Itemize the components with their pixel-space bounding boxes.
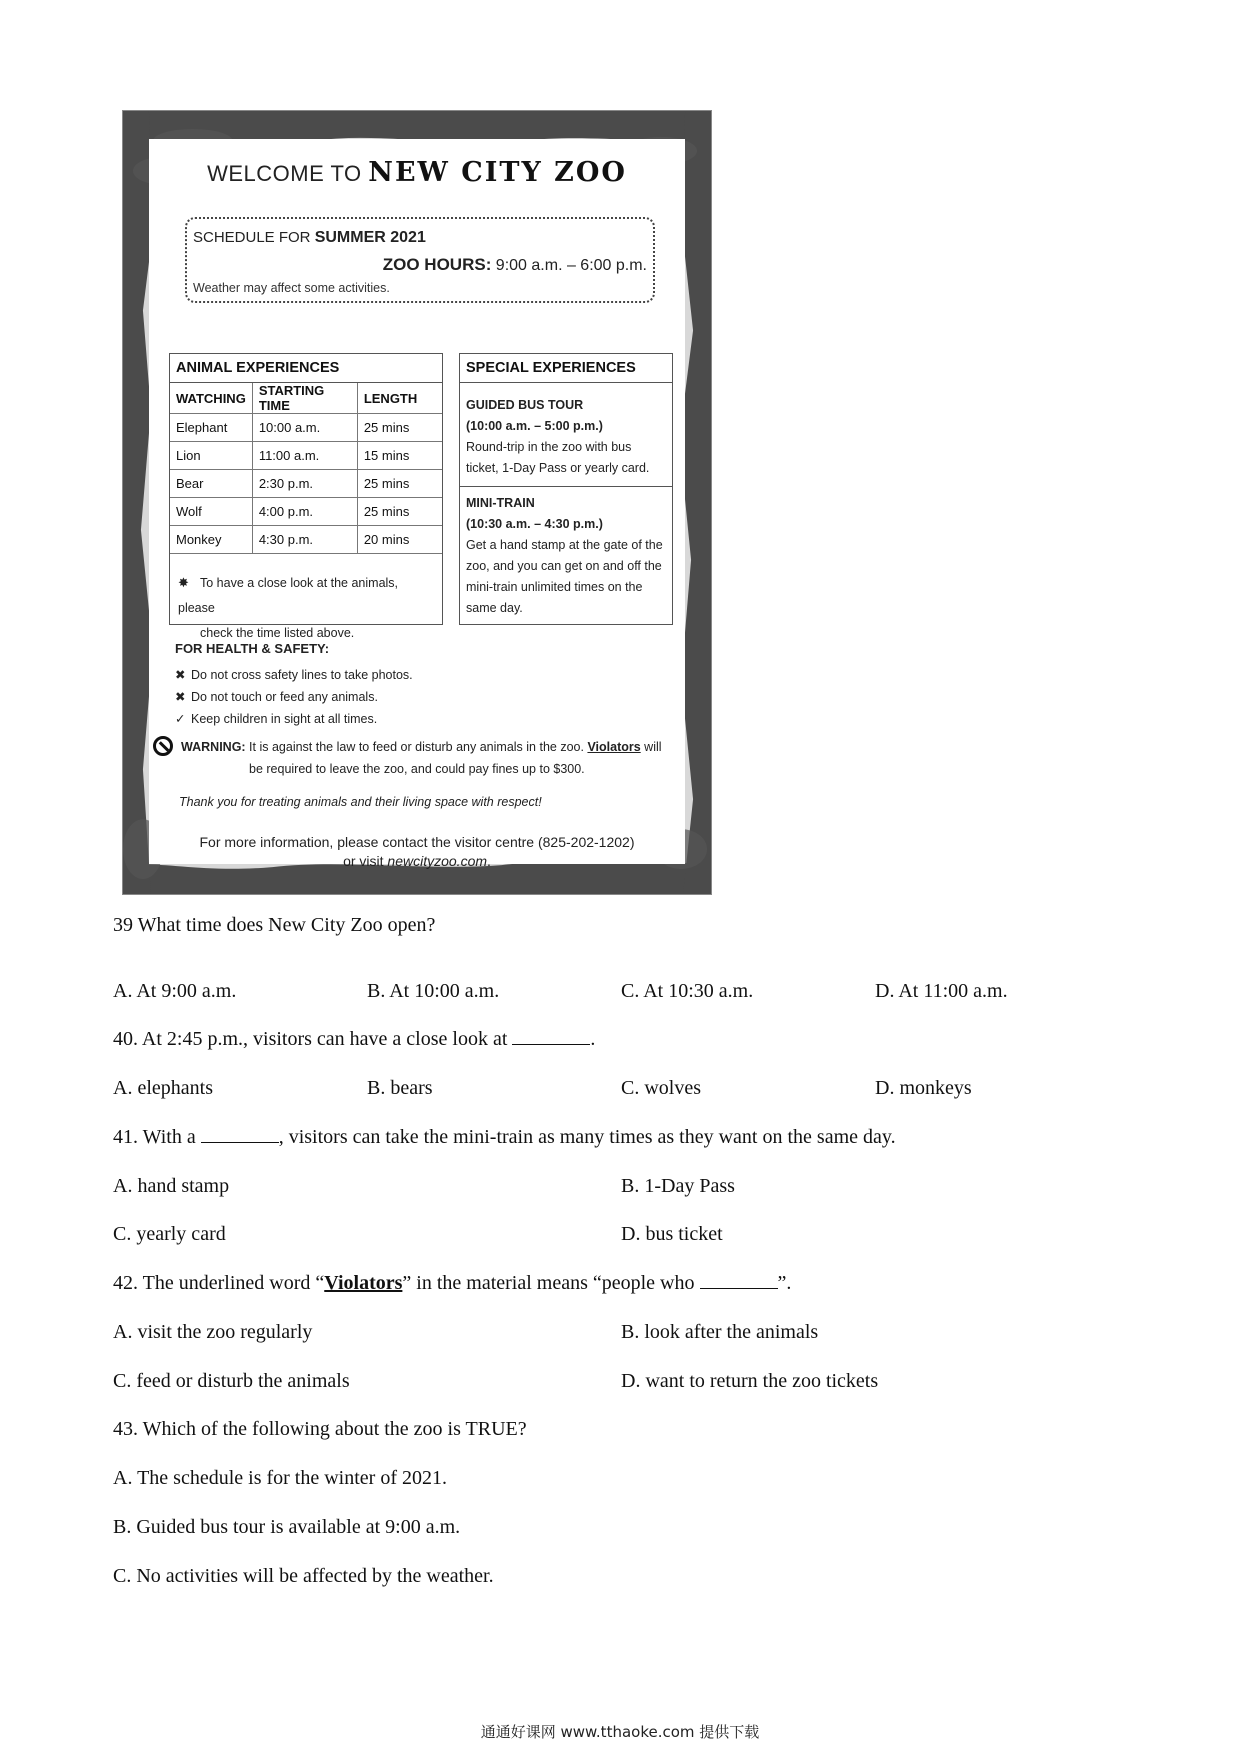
thank-you-note: Thank you for treating animals and their living space with respect! (179, 795, 542, 809)
health-safety-title: FOR HEALTH & SAFETY: (175, 641, 330, 656)
list-item (175, 708, 413, 730)
warning-text: It is against the law to feed or disturb any animals in the zoo. (245, 740, 588, 754)
length: 20 mins (357, 526, 442, 554)
guided-bus-tour-section (460, 383, 672, 487)
poster-title (149, 157, 685, 188)
option-39-c: C. At 10:30 a.m. (621, 980, 754, 1002)
animal-name: Elephant (170, 414, 252, 442)
col-length: LENGTH (357, 383, 442, 414)
mini-train-section (460, 487, 672, 623)
start-time: 2:30 p.m. (252, 470, 357, 498)
option-43-c: C. No activities will be affected by the weather. (113, 1565, 494, 1587)
table-row (170, 414, 442, 442)
start-time: 4:00 p.m. (252, 498, 357, 526)
length: 25 mins (357, 470, 442, 498)
question-43: 43. Which of the following about the zoo is TRUE? (113, 1418, 527, 1440)
rule-text: Do not touch or feed any animals. (191, 690, 378, 704)
option-40-b: B. bears (367, 1077, 433, 1099)
animal-name: Lion (170, 442, 252, 470)
contact-line2 (149, 852, 685, 871)
option-43-a: A. The schedule is for the winter of 2021. (113, 1467, 447, 1489)
length: 25 mins (357, 498, 442, 526)
website-link: newcityzoo.com (387, 853, 488, 869)
zoo-poster (122, 110, 712, 895)
schedule-for-label: SCHEDULE FOR (193, 229, 315, 246)
contact-line1: For more information, please contact the visitor centre (825-202-1202) (199, 834, 635, 850)
option-42-d: D. want to return the zoo tickets (621, 1370, 879, 1392)
health-safety-section (175, 641, 413, 730)
start-time: 11:00 a.m. (252, 442, 357, 470)
schedule-season-line (193, 229, 426, 247)
option-41-a: A. hand stamp (113, 1175, 230, 1197)
weather-note: Weather may affect some activities. (193, 281, 390, 295)
poster-content (149, 139, 685, 869)
question-42 (113, 1272, 791, 1295)
contact-info (149, 833, 685, 871)
question-40-end: . (590, 1028, 596, 1050)
option-41-c: C. yearly card (113, 1223, 226, 1245)
mini-train-time: (10:30 a.m. – 4:30 p.m.) (466, 517, 603, 531)
mini-train-title: MINI-TRAIN (466, 496, 535, 510)
animal-name: Bear (170, 470, 252, 498)
rule-text: Keep children in sight at all times. (191, 712, 378, 726)
special-experiences-box (459, 353, 673, 625)
option-40-a: A. elephants (113, 1077, 213, 1099)
warning-text-end: will (640, 740, 662, 754)
contact-suffix: . (487, 853, 491, 869)
option-42-c: C. feed or disturb the animals (113, 1370, 350, 1392)
length: 15 mins (357, 442, 442, 470)
option-42-b: B. look after the animals (621, 1321, 819, 1343)
option-43-b: B. Guided bus tour is available at 9:00 a.m. (113, 1516, 461, 1538)
cross-icon: ✖ (175, 690, 186, 704)
mini-train-description: Get a hand stamp at the gate of the zoo, and you can get on and off the mini-train unlimited times on the same day. (466, 538, 663, 615)
start-time: 10:00 a.m. (252, 414, 357, 442)
question-41 (113, 1126, 896, 1149)
bus-tour-description: Round-trip in the zoo with bus ticket, 1-Day Pass or yearly card. (466, 440, 650, 475)
animal-note-line1: To have a close look at the animals, please (178, 576, 399, 615)
animal-note (178, 570, 436, 646)
list-item (175, 664, 413, 686)
welcome-text: WELCOME TO (207, 161, 369, 186)
underlined-word: Violators (324, 1272, 403, 1294)
question-41-text: 41. With a (113, 1126, 201, 1148)
table-row (170, 442, 442, 470)
col-starting-time: STARTING TIME (252, 383, 357, 414)
contact-prefix: or visit (343, 853, 388, 869)
warning-line1 (153, 736, 675, 758)
zoo-hours-label: ZOO HOURS: (382, 255, 492, 274)
zoo-hours-value: 9:00 a.m. – 6:00 p.m. (491, 257, 647, 274)
length: 25 mins (357, 414, 442, 442)
animal-experiences-title: ANIMAL EXPERIENCES (170, 354, 442, 383)
checkmark-icon: ✓ (175, 712, 186, 726)
question-41-end: , visitors can take the mini-train as many times as they want on the same day. (278, 1126, 896, 1148)
table-row (170, 498, 442, 526)
violators-word: Violators (587, 740, 641, 754)
warning-section (153, 736, 675, 780)
animal-experiences-box (169, 353, 443, 640)
prohibited-icon (153, 736, 173, 756)
answer-blank (512, 1030, 590, 1045)
animal-note-line2: check the time listed above. (200, 626, 355, 640)
animal-name: Monkey (170, 526, 252, 554)
warning-line2: be required to leave the zoo, and could pay fines up to $300. (249, 762, 585, 776)
option-41-b: B. 1-Day Pass (621, 1175, 735, 1197)
option-39-d: D. At 11:00 a.m. (875, 980, 1008, 1002)
table-row (170, 470, 442, 498)
special-experiences-title: SPECIAL EXPERIENCES (460, 354, 672, 383)
bus-tour-time: (10:00 a.m. – 5:00 p.m.) (466, 419, 603, 433)
table-row (170, 526, 442, 554)
warning-label: WARNING: (181, 740, 246, 754)
rule-text: Do not cross safety lines to take photos. (191, 668, 413, 682)
answer-blank (201, 1128, 279, 1143)
option-41-d: D. bus ticket (621, 1223, 723, 1245)
zoo-brand-name: NEW CITY ZOO (368, 157, 627, 188)
question-42-text: 42. The underlined word “ (113, 1272, 325, 1294)
col-watching: WATCHING (170, 383, 252, 414)
option-42-a: A. visit the zoo regularly (113, 1321, 313, 1343)
bus-tour-title: GUIDED BUS TOUR (466, 398, 584, 412)
start-time: 4:30 p.m. (252, 526, 357, 554)
list-item (175, 686, 413, 708)
option-39-b: B. At 10:00 a.m. (367, 980, 500, 1002)
question-42-end: ”. (777, 1272, 792, 1294)
option-39-a: A. At 9:00 a.m. (113, 980, 237, 1002)
question-40-text: 40. At 2:45 p.m., visitors can have a close look at (113, 1028, 513, 1050)
flower-bullet-icon: ✸ (178, 575, 189, 590)
cross-icon: ✖ (175, 668, 186, 682)
animal-schedule-table (170, 383, 442, 554)
question-42-mid: ” in the material means “people who (402, 1272, 700, 1294)
option-40-c: C. wolves (621, 1077, 701, 1099)
zoo-hours-line (383, 255, 647, 275)
page-footer: 通通好课网 www.tthaoke.com 提供下载 (480, 1723, 760, 1741)
animal-name: Wolf (170, 498, 252, 526)
question-40 (113, 1028, 595, 1051)
option-40-d: D. monkeys (875, 1077, 972, 1099)
answer-blank (700, 1274, 778, 1289)
schedule-box (185, 217, 655, 303)
question-39: 39 What time does New City Zoo open? (113, 914, 436, 936)
season-label: SUMMER 2021 (314, 229, 426, 246)
